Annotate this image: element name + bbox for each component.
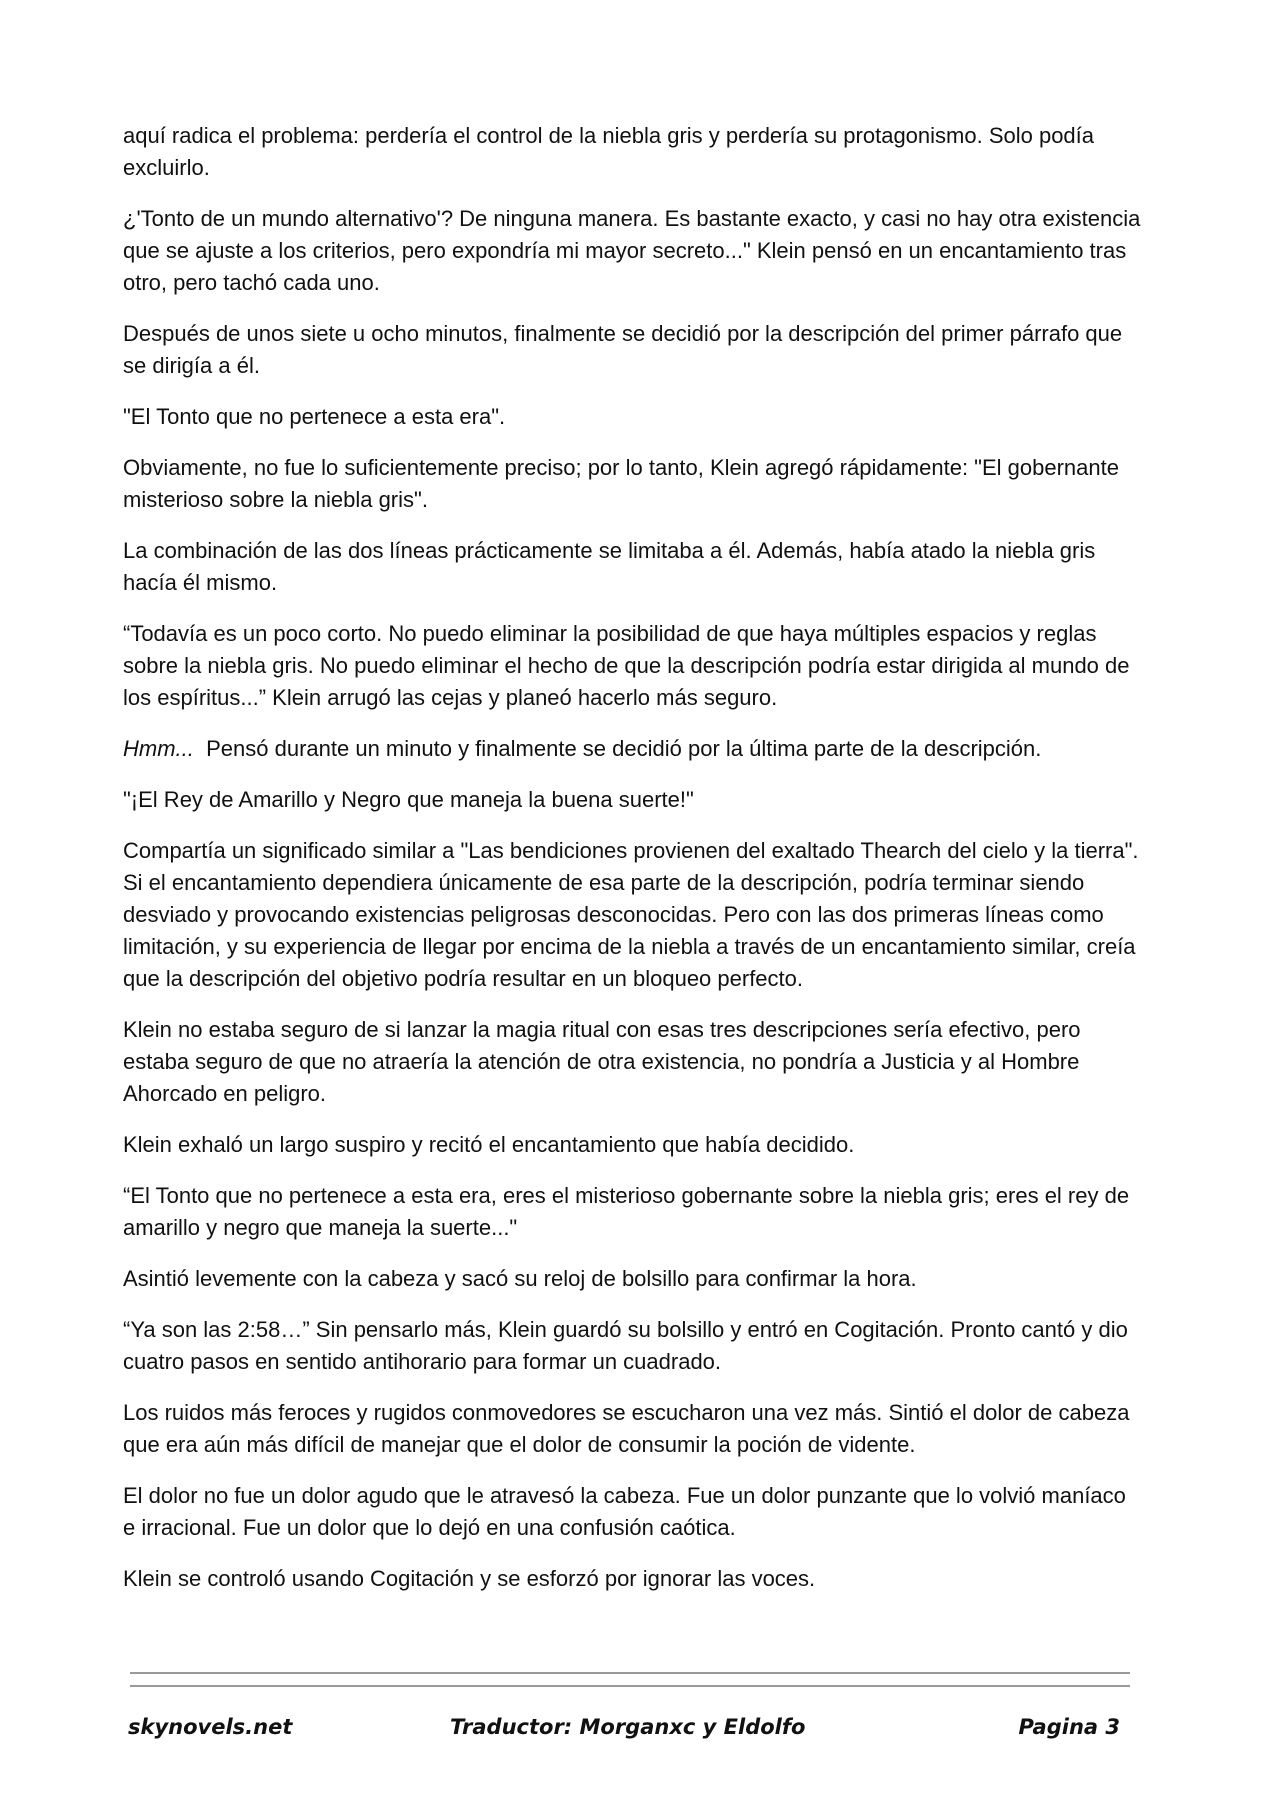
paragraph: Klein se controló usando Cogitación y se esforzó por ignorar las voces.: [123, 1566, 816, 1591]
paragraph: "El Tonto que no pertenece a esta era".: [123, 404, 506, 429]
paragraph: "¡El Rey de Amarillo y Negro que maneja la buena suerte!": [123, 787, 694, 812]
footer-page-number: Pagina 3: [1018, 1715, 1120, 1739]
paragraph: La combinación de las dos líneas prácticamente se limitaba a él. Además, había atado la niebla gris hacía él mismo.: [123, 538, 1096, 595]
page-footer: [0, 1715, 1280, 1755]
paragraph-text: Pensó durante un minuto y finalmente se decidió por la última parte de la descripción.: [206, 736, 1042, 761]
paragraph: Klein exhaló un largo suspiro y recitó el encantamiento que había decidido.: [123, 1132, 855, 1157]
paragraph: “Todavía es un poco corto. No puedo eliminar la posibilidad de que haya múltiples espacios y reglas sobre la niebla gris. No puedo eliminar el hecho de que la descripción podría estar dirigida al mundo de los espíritus...” Klein arrugó las cejas y planeó hacerlo más seguro.: [123, 621, 1130, 710]
paragraph: Obviamente, no fue lo suficientemente preciso; por lo tanto, Klein agregó rápidamente: "El gobernante misterioso sobre la niebla gris".: [123, 455, 1119, 512]
paragraph-hmm: [123, 733, 1143, 765]
paragraph: “El Tonto que no pertenece a esta era, eres el misterioso gobernante sobre la niebla gris; eres el rey de amarillo y negro que maneja la suerte...": [123, 1183, 1130, 1240]
footer-divider-top: [130, 1672, 1130, 1674]
footer-site: skynovels.net: [128, 1715, 293, 1739]
footer-divider-bottom: [130, 1685, 1130, 1687]
paragraph: Los ruidos más feroces y rugidos conmovedores se escucharon una vez más. Sintió el dolor de cabeza que era aún más difícil de manejar que el dolor de consumir la poción de vidente.: [123, 1400, 1130, 1457]
paragraph: Después de unos siete u ocho minutos, finalmente se decidió por la descripción del primer párrafo que se dirigía a él.: [123, 321, 1123, 378]
paragraph: El dolor no fue un dolor agudo que le atravesó la cabeza. Fue un dolor punzante que lo volvió maníaco e irracional. Fue un dolor que lo dejó en una confusión caótica.: [123, 1483, 1126, 1540]
paragraph: ¿'Tonto de un mundo alternativo'? De ninguna manera. Es bastante exacto, y casi no hay otra existencia que se ajuste a los criterios, pero expondría mi mayor secreto..." Klein pensó en un encantamiento tras otro, pero tachó cada uno.: [123, 206, 1141, 295]
paragraph: aquí radica el problema: perdería el control de la niebla gris y perdería su protagonismo. Solo podía excluirlo.: [123, 123, 1095, 180]
paragraph: Klein no estaba seguro de si lanzar la magia ritual con esas tres descripciones sería efectivo, pero estaba seguro de que no atraería la atención de otra existencia, no pondría a Justicia y al Hombre Ahorcado en peligro.: [123, 1017, 1081, 1106]
italic-interjection: Hmm...: [123, 736, 194, 761]
paragraph: Compartía un significado similar a "Las bendiciones provienen del exaltado Thearch del cielo y la tierra". Si el encantamiento dependiera únicamente de esa parte de la descripción, podría terminar siendo desviado y provocando existencias peligrosas desconocidas. Pero con las dos primeras líneas como limitación, y su experiencia de llegar por encima de la niebla a través de un encantamiento similar, creía que la descripción del objetivo podría resultar en un bloqueo perfecto.: [123, 838, 1139, 991]
paragraph: “Ya son las 2:58…” Sin pensarlo más, Klein guardó su bolsillo y entró en Cogitación. Pronto cantó y dio cuatro pasos en sentido antihorario para formar un cuadrado.: [123, 1317, 1128, 1374]
body-text: [123, 120, 1143, 1614]
footer-translator: Traductor: Morganxc y Eldolfo: [450, 1715, 806, 1739]
paragraph: Asintió levemente con la cabeza y sacó su reloj de bolsillo para confirmar la hora.: [123, 1266, 917, 1291]
